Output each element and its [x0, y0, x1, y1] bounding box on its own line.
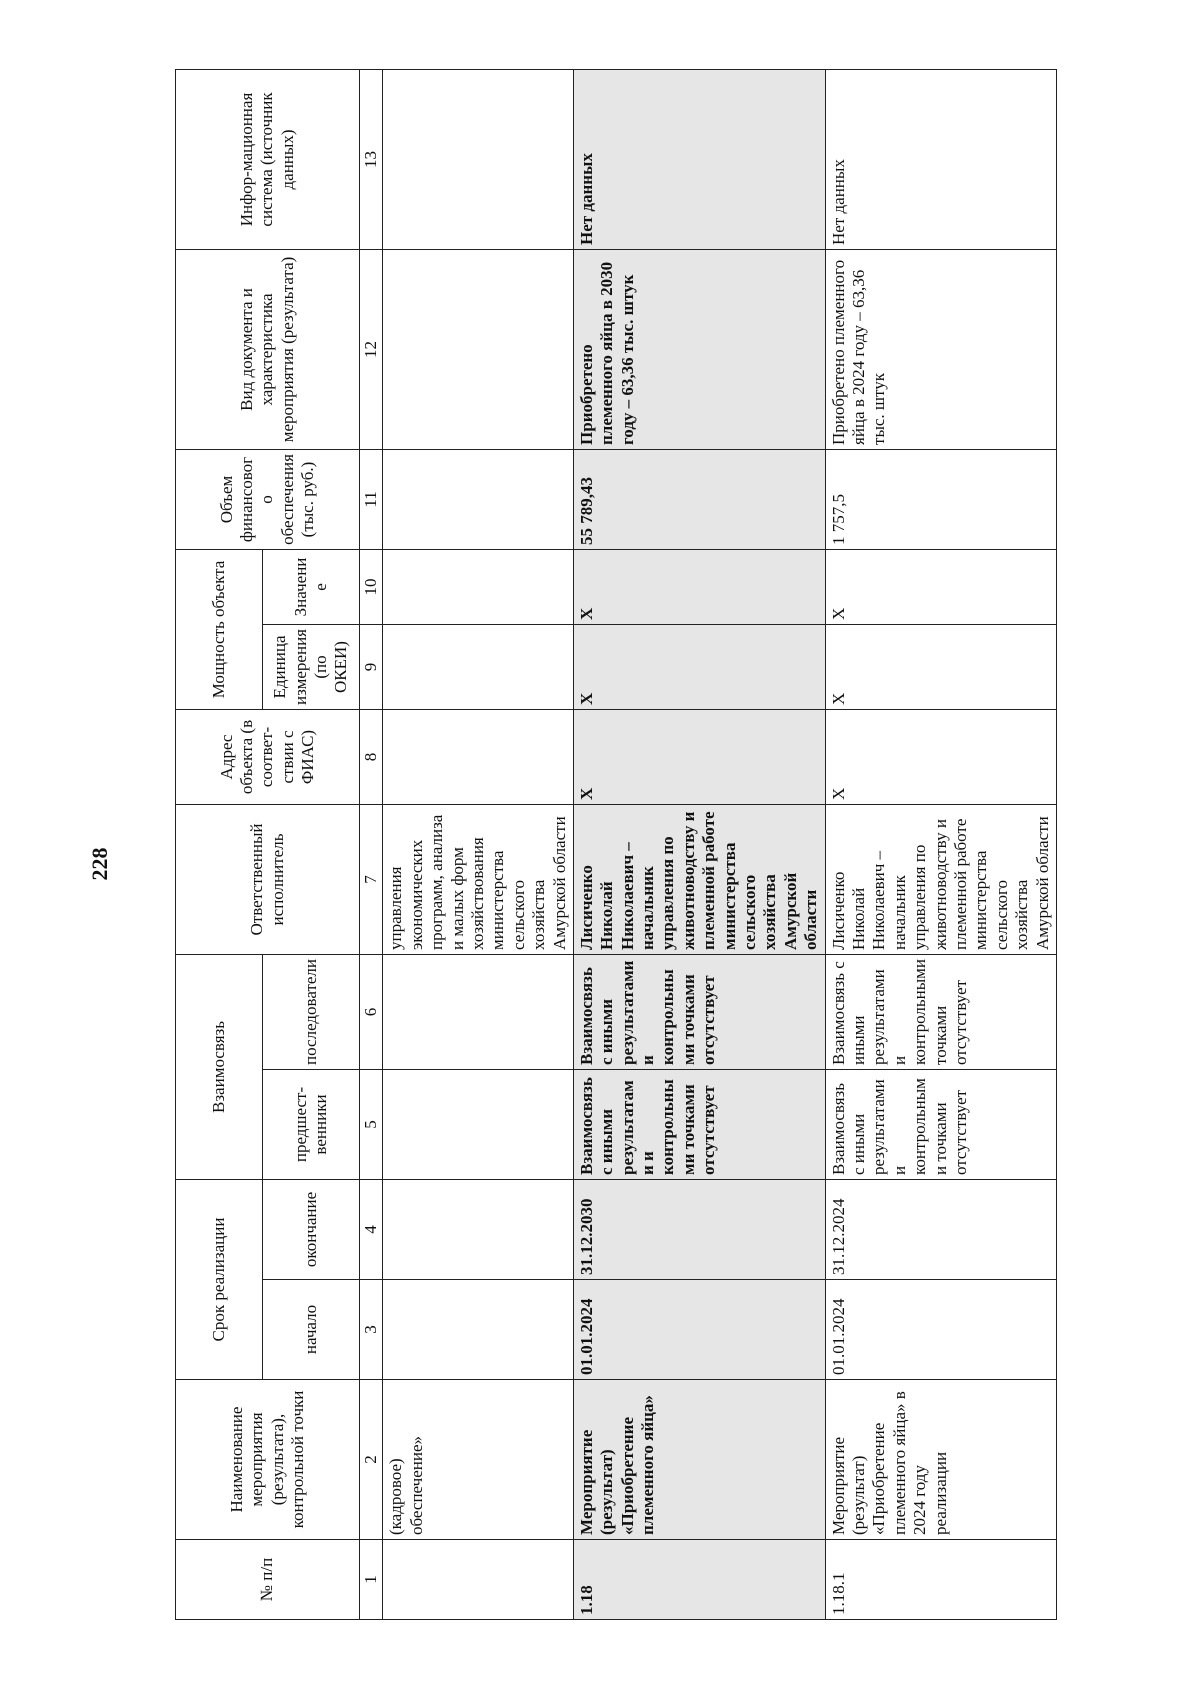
cell-num	[383, 1540, 574, 1620]
cell-num: 1.18	[573, 1540, 825, 1620]
cell-address: X	[573, 709, 825, 804]
cell-info	[383, 69, 574, 249]
col-number: 3	[360, 1280, 383, 1380]
cell-start: 01.01.2024	[573, 1280, 825, 1380]
col-number: 8	[360, 709, 383, 804]
col-number: 9	[360, 624, 383, 709]
cell-name: Мероприятие (результат) «Приобретение племенного яйца»	[573, 1380, 825, 1540]
col-number: 13	[360, 69, 383, 249]
cell-finance	[383, 449, 574, 549]
cell-start: 01.01.2024	[825, 1280, 1056, 1380]
cell-doc: Приобретено племенного яйца в 2024 году – 63,36 тыс. штук	[825, 249, 1056, 449]
cell-info: Нет данных	[825, 69, 1056, 249]
header-value: Значение	[263, 549, 360, 624]
header-end: окончание	[263, 1180, 360, 1280]
table-row	[383, 69, 574, 1619]
table-row	[825, 69, 1056, 1619]
header-start: начало	[263, 1280, 360, 1380]
cell-predecessors: Взаимосвязь с иными результатами и контрольными точками отсутствует	[573, 1070, 825, 1180]
header-executor: Ответственный исполнитель	[176, 804, 360, 954]
cell-end: 31.12.2024	[825, 1180, 1056, 1280]
cell-address: X	[825, 709, 1056, 804]
cell-successors	[383, 954, 574, 1069]
cell-doc	[383, 249, 574, 449]
col-number: 5	[360, 1070, 383, 1180]
cell-num: 1.18.1	[825, 1540, 1056, 1620]
col-number: 11	[360, 449, 383, 549]
cell-unit	[383, 624, 574, 709]
cell-info: Нет данных	[573, 69, 825, 249]
cell-finance: 1 757,5	[825, 449, 1056, 549]
cell-predecessors: Взаимосвязь с иными результатами и контрольными точками отсутствует	[825, 1070, 1056, 1180]
plan-table	[175, 69, 1057, 1620]
cell-unit: X	[825, 624, 1056, 709]
cell-finance: 55 789,43	[573, 449, 825, 549]
column-number-row	[360, 69, 383, 1619]
header-period: Срок реализации	[176, 1180, 263, 1380]
cell-address	[383, 709, 574, 804]
cell-predecessors	[383, 1070, 574, 1180]
header-finance: Объем финансового обеспечения (тыс. руб.)	[176, 449, 360, 549]
col-number: 10	[360, 549, 383, 624]
col-number: 4	[360, 1180, 383, 1280]
header-address: Адрес объекта (в соответ-ствии с ФИАС)	[176, 709, 360, 804]
col-number: 2	[360, 1380, 383, 1540]
cell-doc: Приобретено племенного яйца в 2030 году – 63,36 тыс. штук	[573, 249, 825, 449]
table-row-highlighted	[573, 69, 825, 1619]
cell-name: (кадровое) обеспечение»	[383, 1380, 574, 1540]
header-num: № п/п	[176, 1540, 360, 1620]
cell-end	[383, 1180, 574, 1280]
header-info: Инфор-мационная система (источник данных)	[176, 69, 360, 249]
header-row-1	[176, 69, 263, 1619]
col-number: 7	[360, 804, 383, 954]
cell-value	[383, 549, 574, 624]
col-number: 1	[360, 1540, 383, 1620]
rotated-page	[175, 70, 1052, 1620]
cell-unit: X	[573, 624, 825, 709]
col-number: 6	[360, 954, 383, 1069]
cell-value: X	[825, 549, 1056, 624]
cell-successors: Взаимосвязь с иными результатами и контрольными точками отсутствует	[573, 954, 825, 1069]
header-name: Наименование мероприятия (результата), контрольной точки	[176, 1380, 360, 1540]
col-number: 12	[360, 249, 383, 449]
cell-end: 31.12.2030	[573, 1180, 825, 1280]
header-successors: последователи	[263, 954, 360, 1069]
cell-value: X	[573, 549, 825, 624]
header-doc: Вид документа и характеристика мероприятия (результата)	[176, 249, 360, 449]
header-predecessors: предшест-венники	[263, 1070, 360, 1180]
page-number: 228	[87, 847, 112, 881]
cell-start	[383, 1280, 574, 1380]
header-unit: Единица измерения (по ОКЕИ)	[263, 624, 360, 709]
header-capacity: Мощность объекта	[176, 549, 263, 709]
cell-executor: Лисиченко Николай Николаевич – начальник управления по животноводству и племенной работе министерства сельского хозяйства Амурской области	[573, 804, 825, 954]
header-relation: Взаимосвязь	[176, 954, 263, 1179]
cell-name: Мероприятие (результат) «Приобретение племенного яйца» в 2024 году реализации	[825, 1380, 1056, 1540]
cell-executor: Лисиченко Николай Николаевич – начальник управления по животноводству и племенной работе министерства сельского хозяйства Амурской области	[825, 804, 1056, 954]
cell-executor: управления экономических программ, анализа и малых форм хозяйствования министерства сельского хозяйства Амурской области	[383, 804, 574, 954]
cell-successors: Взаимосвязь с иными результатами и контрольными точками отсутствует	[825, 954, 1056, 1069]
